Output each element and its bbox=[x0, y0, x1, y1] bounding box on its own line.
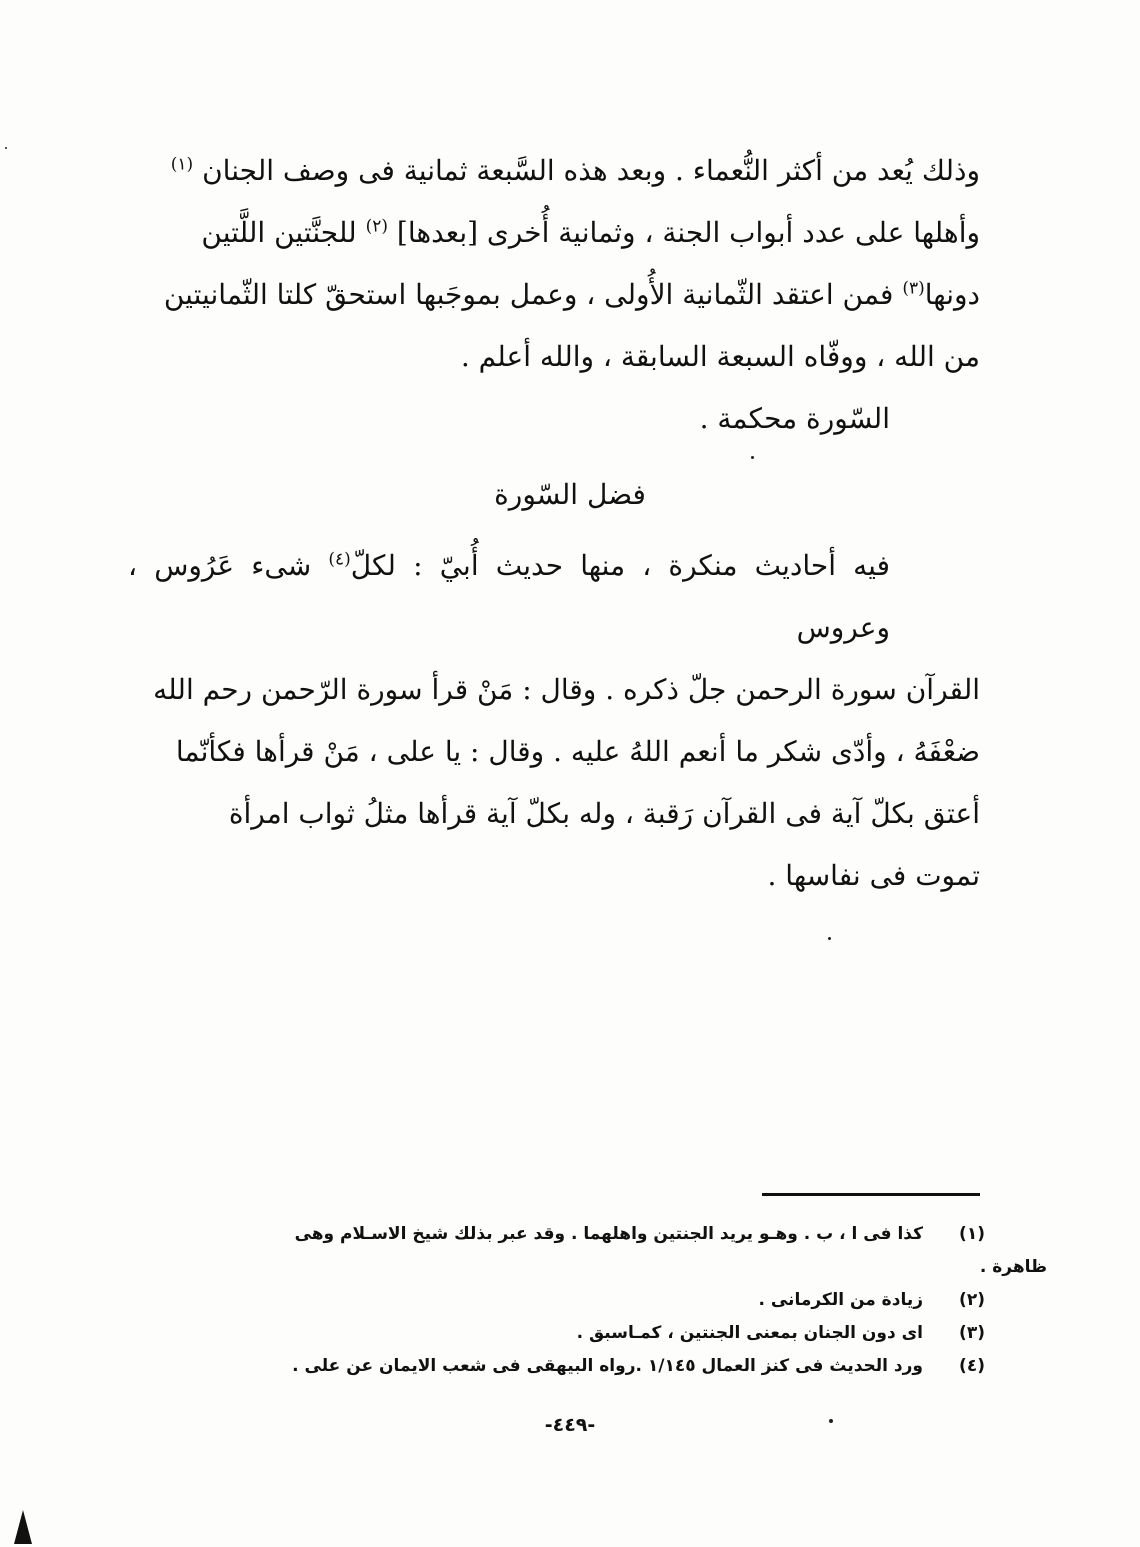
footnote-number: (٢) bbox=[959, 1290, 985, 1310]
scan-speck bbox=[5, 147, 7, 149]
scan-speck bbox=[829, 1419, 833, 1423]
text-span: من الله ، ووفّاه السبعة السابقة ، والله أعلم . bbox=[460, 340, 980, 373]
text-span: السّورة محكمة . bbox=[699, 402, 890, 435]
footnote-ref[interactable]: (٢) bbox=[365, 216, 388, 237]
text-span: للجنَّتين اللَّتين bbox=[201, 216, 357, 249]
text-line bbox=[128, 783, 980, 845]
footnote-text: زيادة من الكرمانى . bbox=[758, 1290, 923, 1310]
closing-line bbox=[128, 388, 980, 450]
text-span: فمن اعتقد الثّمانية الأُولى ، وعمل بموجَبها استحقّ كلتا الثّمانيتين bbox=[163, 278, 894, 311]
footnote-text: اى دون الجنان بمعنى الجنتين ، كمـاسبق . bbox=[576, 1323, 923, 1343]
text-line bbox=[128, 140, 980, 202]
paragraph-2 bbox=[128, 535, 980, 907]
footnote-text: ظاهرة . bbox=[979, 1257, 1047, 1277]
footnote-divider bbox=[762, 1193, 980, 1196]
text-span: وذلك يُعد من أكثر النُّعماء . وبعد هذه السَّبعة ثمانية فى وصف الجنان bbox=[202, 154, 980, 187]
text-line bbox=[128, 535, 980, 659]
footnote-ref[interactable]: (١) bbox=[170, 154, 194, 175]
text-span: وأهلها على عدد أبواب الجنة ، وثمانية أُخرى [بعدها] bbox=[396, 216, 980, 249]
footnote-ref[interactable]: (٣) bbox=[902, 278, 925, 299]
footnotes bbox=[125, 1218, 1047, 1383]
text-span: تموت فى نفاسها . bbox=[767, 859, 980, 892]
footnote-number: (١) bbox=[959, 1224, 985, 1244]
text-span: شىء عَرُوس ، وعروس bbox=[128, 549, 890, 644]
footnote-item bbox=[125, 1350, 985, 1383]
text-line bbox=[128, 721, 980, 783]
text-line bbox=[128, 326, 980, 388]
scan-speck bbox=[828, 937, 831, 940]
footnote-item bbox=[125, 1284, 985, 1317]
footnote-item bbox=[125, 1218, 985, 1251]
scan-speck bbox=[751, 456, 754, 459]
footnote-text: ورد الحديث فى كنز العمال ١/١٤٥ .رواه البيهقى فى شعب الايمان عن على . bbox=[292, 1356, 923, 1376]
text-span: دونها bbox=[924, 278, 980, 311]
section-title: فضل السّورة bbox=[494, 478, 646, 511]
footnote-text: كذا فى ا ، ب . وهـو يريد الجنتين واهلهما . وقد عبر بذلك شيخ الاسـلام وهى bbox=[294, 1224, 923, 1244]
text-line bbox=[128, 659, 980, 721]
text-span: ضعْفَهُ ، وأدّى شكر ما أنعم اللهُ عليه . وقال : يا على ، مَنْ قرأها فكأنّما bbox=[175, 735, 980, 768]
text-line bbox=[128, 202, 980, 264]
text-span: فيه أحاديث منكرة ، منها حديث أُبيّ : لكلّ bbox=[350, 549, 890, 582]
footnote-item bbox=[125, 1317, 985, 1350]
footnote-number: (٣) bbox=[959, 1323, 985, 1343]
footnote-number: (٤) bbox=[959, 1356, 985, 1376]
footnote-continuation bbox=[125, 1251, 1047, 1284]
footnote-ref[interactable]: (٤) bbox=[328, 549, 351, 570]
text-span: أعتق بكلّ آية فى القرآن رَقبة ، وله بكلّ آية قرأها مثلُ ثواب امرأة bbox=[228, 797, 980, 830]
page-number: -٤٤٩- bbox=[544, 1414, 596, 1436]
text-line bbox=[128, 264, 980, 326]
text-line bbox=[128, 845, 980, 907]
paragraph-1 bbox=[128, 140, 980, 450]
scan-corner-mark bbox=[14, 1510, 32, 1544]
text-span: القرآن سورة الرحمن جلّ ذكره . وقال : مَنْ قرأ سورة الرّحمن رحم الله bbox=[153, 673, 980, 706]
